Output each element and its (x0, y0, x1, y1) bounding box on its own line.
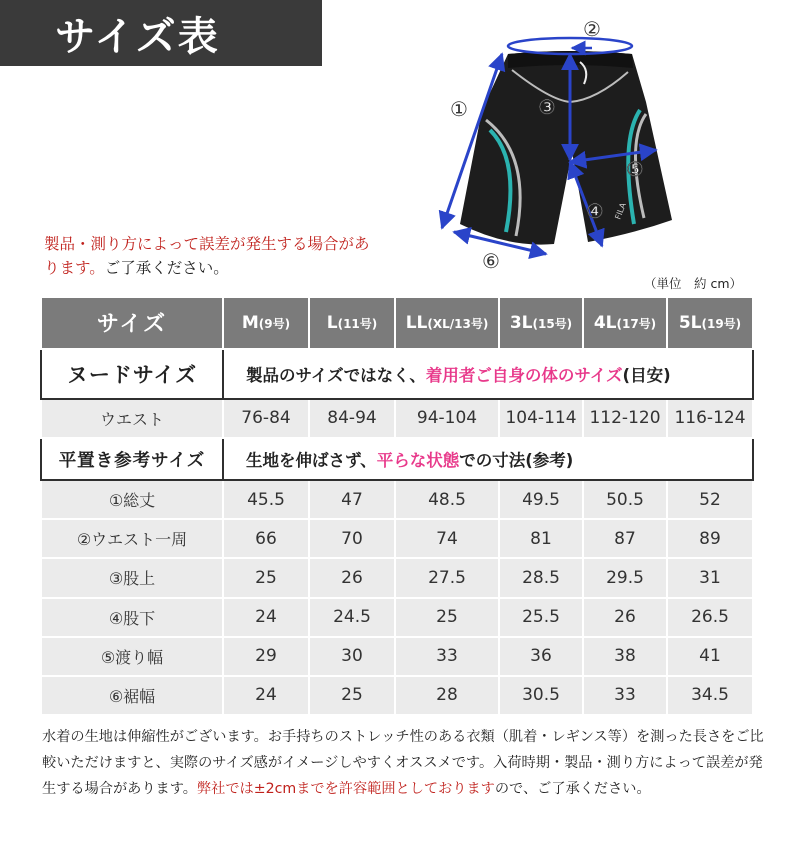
marker-2: ② (583, 17, 601, 41)
table-row: ②ウエスト一周 66 70 74 81 87 89 (41, 519, 753, 558)
notice-black: ご了承ください。 (104, 259, 229, 277)
footnote-text-1: 水着の生地は伸縮性がございます。お手持ちのストレッチ性のある衣類（肌着・レギンス等）を測った長さをご比較いただけますと、実際のサイズ感がイメージしやすくオススメです。入荷時期・製品・測り方によって誤差が発生する場合があります。 (42, 729, 764, 797)
flat-size-section (41, 438, 753, 480)
footnote-text-2: ので、ご了承ください。 (494, 781, 651, 797)
marker-5: ⑤ (626, 157, 644, 181)
header-size-m: M(9号) (223, 297, 309, 349)
header-size-l: L(11号) (309, 297, 395, 349)
measurement-diagram (420, 10, 720, 275)
page-title: サイズ表 (0, 0, 322, 66)
table-header-row (41, 297, 753, 349)
table-row: ⑥裾幅 24 25 28 30.5 33 34.5 (41, 676, 753, 715)
marker-3: ③ (538, 95, 556, 119)
flat-size-label: 平置き参考サイズ (41, 438, 223, 480)
nude-size-section (41, 349, 753, 399)
notice-text (44, 232, 374, 280)
header-size-4l: 4L(17号) (583, 297, 667, 349)
marker-4: ④ (586, 199, 604, 223)
size-table (40, 296, 754, 716)
footnote-red: 弊社では±2cmまでを許容範囲としております (196, 781, 495, 797)
header-size-label: サイズ (41, 297, 223, 349)
marker-1: ① (450, 97, 468, 121)
table-row: ⑤渡り幅 29 30 33 36 38 41 (41, 637, 753, 676)
footnote (42, 724, 772, 802)
table-row: ウエスト 76-84 84-94 94-104 104-114 112-120 116-124 (41, 399, 753, 438)
table-row: ④股下 24 24.5 25 25.5 26 26.5 (41, 598, 753, 637)
unit-label: （単位 約 cm） (643, 276, 742, 291)
nude-size-description: 製品のサイズではなく、着用者ご自身の体のサイズ(目安) (223, 349, 753, 399)
brand-logo: FILA (613, 201, 628, 221)
nude-size-label: ヌードサイズ (41, 349, 223, 399)
marker-6: ⑥ (482, 249, 500, 273)
header-size-3l: 3L(15号) (499, 297, 583, 349)
header-size-ll: LL(XL/13号) (395, 297, 499, 349)
notice-red: 製品・測り方によって誤差が発生する場合があります。 (44, 235, 370, 277)
table-row: ①総丈 45.5 47 48.5 49.5 50.5 52 (41, 480, 753, 519)
table-row: ③股上 25 26 27.5 28.5 29.5 31 (41, 558, 753, 597)
flat-size-description: 生地を伸ばさず、平らな状態での寸法(参考) (223, 438, 753, 480)
header-size-5l: 5L(19号) (667, 297, 753, 349)
